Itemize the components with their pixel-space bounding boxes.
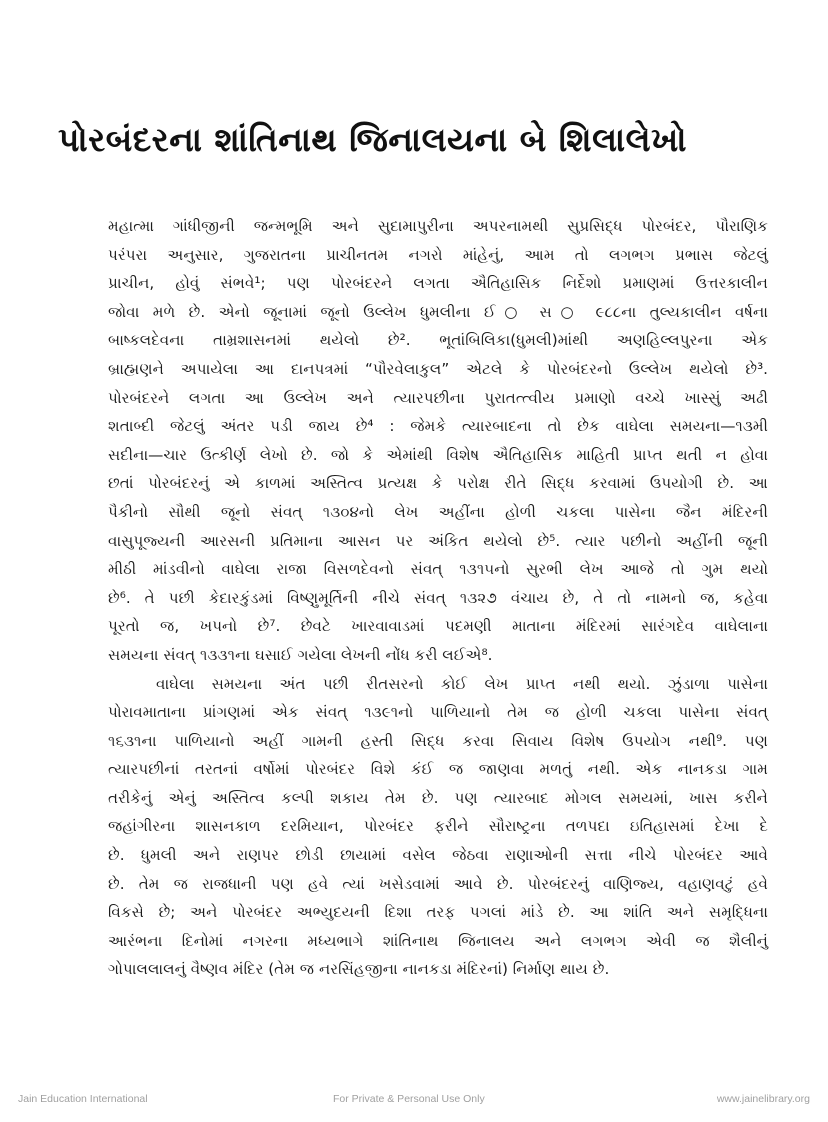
text-line: શતાબ્દી જેટલું અંતર પડી જાય છે⁴ : જેમકે ત્યારબાદના તો છેક વાઘેલા સમયના—૧૩મી — [108, 417, 768, 436]
article-body — [108, 212, 768, 984]
text-line: વાઘેલા સમયના અંત પછી રીતસરનો કોઈ લેખ પ્રાપ્ત નથી થયો. ઝુંડાળા પાસેના — [156, 674, 768, 693]
footer-usage-notice: For Private & Personal Use Only — [333, 1093, 485, 1105]
text-line: મહાત્મા ગાંધીજીની જન્મભૂમિ અને સુદામાપુરીના અપરનામથી સુપ્રસિદ્ધ પોરબંદર, પૌરાણિક — [108, 217, 768, 235]
paragraph-1 — [108, 212, 768, 670]
text-line: પરંપરા અનુસાર, ગુજરાતના પ્રાચીનતમ નગરો માંહેનું, આમ તો લગભગ પ્રભાસ જેટલું — [108, 245, 768, 264]
text-line: જોવા મળે છે. એનો જૂનામાં જૂનો ઉલ્લેખ ધુમલીના ઈ○ સ○ ૯૮૮ના તુલ્યકાલીન વર્ષના — [108, 302, 768, 321]
text-line: છે⁶. તે પછી કેદારકુંડમાં વિષ્ણુમૂર્તિની નીચે સંવત્ ૧૩૨૭ વંચાય છે, તે તો નામનો જ, કહેવા — [108, 588, 768, 607]
text-line: પૈકીનો સૌથી જૂનો સંવત્ ૧૩૦૪નો લેખ અહીંના હોળી ચકલા પાસેના જૈન મંદિરની — [108, 502, 768, 521]
text-line: છે. તેમ જ રાજધાની પણ હવે ત્યાં ખસેડવામાં આવે છે. પોરબંદરનું વાણિજ્ય, વહાણવટું હવે — [108, 874, 768, 893]
text-line: બાષ્કલદેવના તામ્રશાસનમાં થયેલો છે². ભૂતાંબિલિકા(ધુમલી)માંથી અણહિલ્લપુરના એક — [108, 331, 768, 350]
page-title: પોરબંદરના શાંતિનાથ જિનાલયના બે શિલાલેખો — [58, 120, 687, 159]
footer-publisher: Jain Education International — [18, 1093, 148, 1105]
text-line: પ્રાચીન, હોવું સંભવે¹; પણ પોરબંદરને લગતા ઐતિહાસિક નિર્દેશો પ્રમાણમાં ઉત્તરકાલીન — [108, 274, 768, 293]
text-line: ૧૬૩૧ના પાળિયાનો અહીં ગામની હસ્તી સિદ્ધ કરવા સિવાય વિશેષ ઉપયોગ નથી⁹. પણ — [108, 731, 768, 750]
text-line: વિકસે છે; અને પોરબંદર અભ્યુદયની દિશા તરફ પગલાં માંડે છે. આ શાંતિ અને સમૃદ્ધિના — [108, 903, 768, 922]
text-line: ગોપાલલાલનું વૈષ્ણવ મંદિર (તેમ જ નરસિંહજીના નાનકડા મંદિરનાં) નિર્માણ થાય છે. — [108, 960, 610, 979]
text-line: આરંભના દિનોમાં નગરના મધ્યભાગે શાંતિનાથ જિનાલય અને લગભગ એવી જ શૈલીનું — [108, 931, 768, 950]
text-line: ત્યારપછીનાં તરતનાં વર્ષોમાં પોરબંદર વિશે કંઈ જ જાણવા મળતું નથી. એક નાનકડા ગામ — [108, 760, 768, 779]
text-line: બ્રાહ્મણને અપાયેલા આ દાનપત્રમાં “પૌરવેલાકુલ” એટલે કે પોરબંદરનો ઉલ્લેખ થયેલો છે³. — [108, 359, 768, 378]
text-line: સદીના—ચાર ઉત્કીર્ણ લેખો છે. જો કે એમાંથી વિશેષ ઐતિહાસિક માહિતી પ્રાપ્ત થતી ન હોવા — [108, 445, 768, 464]
text-line: પોરાવમાતાના પ્રાંગણમાં એક સંવત્ ૧૩૯૧નો પાળિયાનો તેમ જ હોળી ચકલા પાસેના સંવત્ — [108, 703, 768, 722]
text-line: તરીકેનું એનું અસ્તિત્વ કલ્પી શકાય તેમ છે. પણ ત્યારબાદ મોગલ સમયમાં, ખાસ કરીને — [108, 788, 768, 807]
text-line: છે. ધુમલી અને રાણપર છોડી છાયામાં વસેલ જેઠવા રાણાઓની સત્તા નીચે પોરબંદર આવે — [108, 846, 768, 865]
footer-website-link[interactable]: www.jainelibrary.org — [716, 1093, 810, 1105]
text-line: પોરબંદરને લગતા આ ઉલ્લેખ અને ત્યારપછીના પુરાતત્ત્વીય પ્રમાણો વચ્ચે ખાસ્સું અઢી — [108, 388, 768, 407]
text-line: જહાંગીરના શાસનકાળ દરમિયાન, પોરબંદર ફરીને સૌરાષ્ટ્રના તળપદા ઇતિહાસમાં દેખા દે — [108, 817, 768, 836]
text-line: સમયના સંવત્ ૧૩૩૧ના ઘસાઈ ગયેલા લેખની નોંધ કરી લઈએ⁸. — [108, 645, 493, 664]
text-line: મીઠી માંડવીનો વાઘેલા રાજા વિસળદેવનો સંવત્ ૧૩૧૫નો સુરભી લેખ આજે તો ગુમ થયો — [108, 560, 768, 579]
paragraph-2 — [108, 670, 768, 985]
text-line: છતાં પોરબંદરનું એ કાળમાં અસ્તિત્વ પ્રત્યક્ષ કે પરોક્ષ રીતે સિદ્ધ કરવામાં ઉપયોગી છે. આ — [108, 474, 768, 493]
text-line: વાસુપૂજ્યની આરસની પ્રતિમાના આસન પર અંકિત થયેલો છે⁵. ત્યાર પછીનો અહીંની જૂની — [108, 531, 768, 550]
text-line: પૂરતો જ, ખપનો છે⁷. છેવટે ખારવાવાડમાં પદમણી માતાના મંદિરમાં સારંગદેવ વાઘેલાના — [108, 617, 768, 636]
page-footer — [0, 1090, 828, 1110]
